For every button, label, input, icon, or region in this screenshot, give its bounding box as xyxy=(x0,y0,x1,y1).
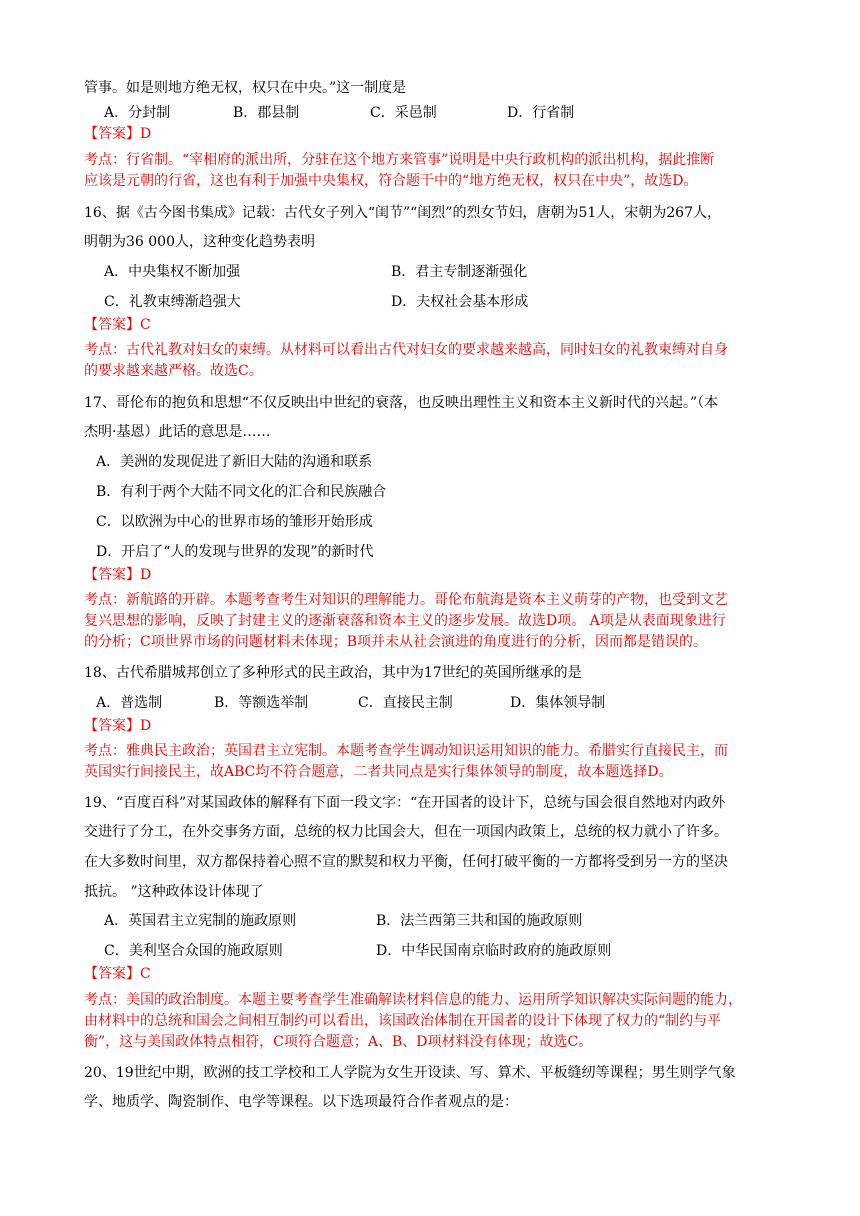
q18-stem-line: 18、古代希腊城邦创立了多种形式的民主政治，其中为17世纪的英国所继承的是 xyxy=(84,665,582,681)
q15-option-c: C．采邑制 xyxy=(370,105,437,121)
q16-option-d: D．夫权社会基本形成 xyxy=(391,294,529,310)
q16-stem-line: 明朝为36 000人，这种变化趋势表明 xyxy=(84,234,315,250)
q15-option-d: D．行省制 xyxy=(507,105,575,121)
q15-stem-tail: 管事。如是则地方绝无权，权只在中央。”这一制度是 xyxy=(84,80,407,96)
q19-answer: 【答案】C xyxy=(84,966,151,982)
q19-stem-line: 19、“百度百科”对某国政体的解释有下面一段文字：“在开国者的设计下，总统与国会很自然地对内政外 xyxy=(84,795,726,811)
q17-option-c: C．以欧洲为中心的世界市场的雏形开始形成 xyxy=(96,514,373,530)
q19-options-row-2 xyxy=(104,941,744,961)
q17-stem-line: 17、哥伦布的抱负和思想“不仅反映出中世纪的衰落，也反映出理性主义和资本主义新时代的兴起。”（本 xyxy=(84,395,719,411)
q17-option-d: D．开启了“人的发现与世界的发现”的新时代 xyxy=(96,544,374,560)
q19-option-b: B．法兰西第三共和国的施政原则 xyxy=(376,913,583,929)
q19-option-c: C．美利坚合众国的施政原则 xyxy=(104,943,283,959)
q17-stem-line: 杰明·基恩）此话的意思是…… xyxy=(84,424,271,440)
q16-analysis-line: 的要求越来越严格。故选C。 xyxy=(84,363,263,379)
q20-stem-line: 学、地质学、陶瓷制作、电学等课程。以下选项最符合作者观点的是： xyxy=(84,1094,518,1110)
q19-stem-line: 在大多数时间里，双方都保持着心照不宣的默契和权力平衡，任何打破平衡的一方都将受到另一方的坚决 xyxy=(84,854,728,870)
q16-option-c: C．礼教束缚渐趋强大 xyxy=(104,294,241,310)
q20-stem-line: 20、19世纪中期，欧洲的技工学校和工人学院为女生开设读、写、算术、平板缝纫等课程；男生则学气象 xyxy=(84,1065,736,1081)
q16-analysis-line: 考点：古代礼教对妇女的束缚。从材料可以看出古代对妇女的要求越来越高，同时妇女的礼教束缚对自身 xyxy=(84,342,728,358)
q19-analysis-line: 考点：美国的政治制度。本题主要考查学生准确解读材料信息的能力、运用所学知识解决实际问题的能力， xyxy=(84,992,742,1008)
q15-option-b: B．郡县制 xyxy=(233,105,300,121)
q19-stem-line: 抵抗。 ”这种政体设计体现了 xyxy=(84,884,264,900)
q16-options-row-2 xyxy=(104,292,704,312)
q16-stem-line: 16、据《古今图书集成》记载：古代女子列入“闺节”“闺烈”的烈女节妇，唐朝为51人，宋朝为267人， xyxy=(84,205,721,221)
q19-stem-line: 交进行了分工，在外交事务方面，总统的权力比国会大，但在一项国内政策上，总统的权力就小了许多。 xyxy=(84,824,728,840)
q19-analysis-line: 由材料中的总统和国会之间相互制约可以看出，该国政治体制在开国者的设计下体现了权力的“制约与平 xyxy=(84,1013,722,1029)
q18-answer: 【答案】D xyxy=(84,718,152,734)
q18-options xyxy=(96,693,716,713)
q17-option-b: B．有利于两个大陆不同文化的汇合和民族融合 xyxy=(96,484,387,500)
q18-option-c: C．直接民主制 xyxy=(358,695,453,711)
q19-options-row-1 xyxy=(104,911,744,931)
q15-analysis-line: 应该是元朝的行省，这也有利于加强中央集权，符合题干中的“地方绝无权，权只在中央”，故选D。 xyxy=(84,173,698,189)
q15-analysis-line: 考点：行省制。“宰相府的派出所，分驻在这个地方来管事”说明是中央行政机构的派出机构，据此推断 xyxy=(84,152,715,168)
q17-analysis-line: 的分析；C项世界市场的问题材料未体现；B项并未从社会演进的角度进行的分析，因而都是错误的。 xyxy=(84,634,707,650)
q18-option-b: B．等额选举制 xyxy=(214,695,309,711)
q17-analysis-line: 复兴思想的影响，反映了封建主义的逐渐衰落和资本主义的逐步发展。故选D项。 A项是从表面现象进行 xyxy=(84,613,726,629)
q15-answer: 【答案】D xyxy=(84,126,152,142)
q15-options xyxy=(104,103,704,123)
q16-option-a: A．中央集权不断加强 xyxy=(104,264,241,280)
q16-option-b: B．君主专制逐渐强化 xyxy=(391,264,528,280)
q18-option-a: A．普选制 xyxy=(96,695,163,711)
q18-analysis-line: 考点：雅典民主政治；英国君主立宪制。本题考查学生调动知识运用知识的能力。希腊实行直接民主，而 xyxy=(84,743,728,759)
q16-options-row-1 xyxy=(104,262,704,282)
q17-answer: 【答案】D xyxy=(84,567,152,583)
q18-analysis-line: 英国实行间接民主，故ABC均不符合题意，二者共同点是实行集体领导的制度，故本题选择D。 xyxy=(84,764,673,780)
q19-analysis-line: 衡”，这与美国政体特点相符，C项符合题意；A、B、D项材料没有体现；故选C。 xyxy=(84,1034,593,1050)
q17-option-a: A．美洲的发现促进了新旧大陆的沟通和联系 xyxy=(96,454,373,470)
q17-analysis-line: 考点：新航路的开辟。本题考查考生对知识的理解能力。哥伦布航海是资本主义萌芽的产物，也受到文艺 xyxy=(84,592,728,608)
q18-option-d: D．集体领导制 xyxy=(510,695,606,711)
q19-option-d: D．中华民国南京临时政府的施政原则 xyxy=(376,943,612,959)
q15-option-a: A．分封制 xyxy=(104,105,171,121)
q19-option-a: A．英国君主立宪制的施政原则 xyxy=(104,913,297,929)
q16-answer: 【答案】C xyxy=(84,317,151,333)
